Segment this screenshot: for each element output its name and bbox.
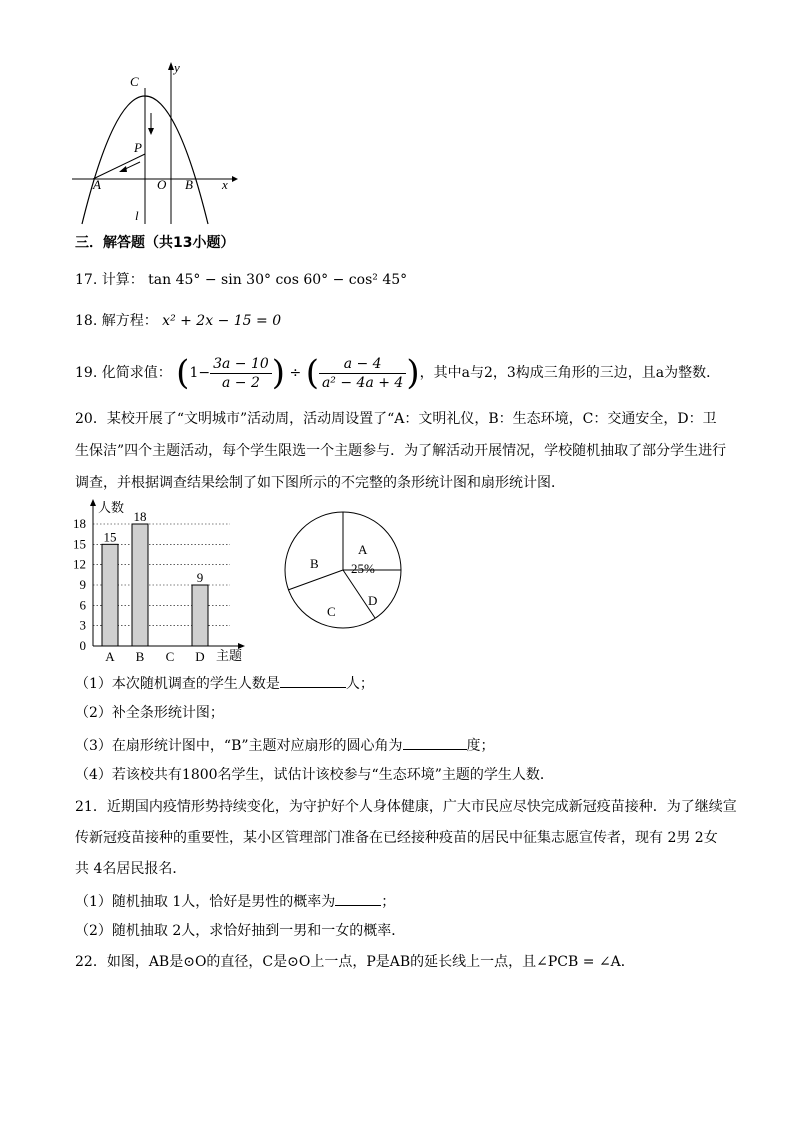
q20-sub3-unit: 度；	[466, 738, 495, 754]
q20-line-3: 调查，并根据调查结果绘制了如下图所示的不完整的条形统计图和扇形统计图．	[75, 475, 565, 491]
category-label-A: A	[105, 649, 115, 664]
q19-frac1-numerator: 3a − 10	[210, 355, 272, 374]
label-y: y	[174, 60, 180, 75]
q21-sub1-text: （1）随机抽取 1人，恰好是男性的概率为	[75, 894, 336, 910]
q20-sub-3	[75, 735, 495, 755]
q20-sub1-answer-blank[interactable]	[280, 673, 346, 688]
q18-expression: x² + 2x − 15 = 0	[162, 313, 282, 329]
category-label-B: B	[135, 649, 145, 664]
parabola-figure	[60, 58, 240, 228]
q17-number: 17.	[75, 272, 98, 288]
q19-paren-close-1: )	[271, 353, 286, 393]
q21-sub1-answer-blank[interactable]	[335, 891, 381, 906]
pie-label-c: C	[327, 604, 336, 619]
q20-line-2: 生保洁”四个主题活动，每个学生限选一个主题参与．为了解活动开展情况，学校随机抽取了部分学生进行	[75, 443, 727, 459]
category-label-D: D	[195, 649, 205, 664]
q20-sub3-answer-blank[interactable]	[403, 735, 467, 750]
q19-one-minus: 1−	[189, 365, 211, 381]
slope-arrow-head	[119, 166, 127, 172]
y-tick-label: 6	[79, 597, 86, 613]
label-l: l	[135, 208, 139, 223]
section-title: 三．解答题（共13小题）	[75, 235, 235, 251]
q19-paren-open-2: (	[305, 353, 319, 393]
label-x: x	[222, 177, 228, 192]
data-label-D: 9	[196, 570, 204, 585]
data-label-B: 18	[133, 509, 147, 524]
q20-sub-4: （4）若该校共有1800名学生，试估计该校参与“生态环境”主题的学生人数．	[75, 767, 554, 783]
data-label-A: 15	[103, 529, 117, 545]
bar-chart	[62, 496, 262, 668]
q17-expression: tan 45° − sin 30° cos 60° − cos² 45°	[148, 272, 408, 288]
bar-D	[192, 585, 208, 646]
pie-chart	[280, 504, 410, 644]
q18-number: 18.	[75, 313, 98, 329]
q20-sub1-unit: 人；	[345, 676, 374, 692]
q17-prefix: 计算：	[101, 272, 144, 288]
label-a: A	[93, 177, 101, 192]
q20-sub-2: （2）补全条形统计图；	[75, 705, 224, 721]
q19-fraction-2	[319, 355, 406, 392]
q19-paren-open-1: (	[176, 353, 190, 393]
q19-suffix: ，其中a与2，3构成三角形的三边，且a为整数．	[419, 365, 721, 381]
bar-A	[102, 544, 118, 646]
y-tick-label: 3	[79, 617, 86, 633]
q20-line-1: 20．某校开展了“文明城市”活动周，活动周设置了“A：文明礼仪，B：生态环境，C：交通安全，D：卫	[75, 411, 717, 427]
x-axis-arrow	[232, 176, 238, 182]
label-b: B	[185, 177, 193, 192]
q20-sub-1	[75, 673, 374, 693]
bar-chart-bars	[102, 524, 208, 646]
bar-chart-y-ticks	[73, 516, 87, 653]
bar-chart-y-axis-arrow	[90, 499, 96, 506]
q19-prefix: 化简求值：	[101, 365, 172, 381]
pie-label-d: D	[368, 593, 378, 608]
bar-B	[132, 524, 148, 646]
label-o: O	[157, 177, 167, 192]
q19-frac1-denominator: a − 2	[221, 374, 260, 391]
bar-chart-y-label: 人数	[98, 500, 125, 515]
q21-sub1-end: ；	[381, 894, 396, 910]
q20-sub1-text: （1）本次随机调查的学生人数是	[75, 676, 280, 692]
q18-prefix: 解方程：	[101, 313, 158, 329]
category-label-C: C	[165, 649, 175, 664]
q19-number: 19.	[75, 365, 98, 381]
y-tick-label: 0	[79, 638, 86, 653]
q22-line-1: 22．如图，AB是⊙O的直径，C是⊙O上一点，P是AB的延长线上一点，且∠PCB = ∠A．	[75, 954, 635, 970]
q20-sub3-text: （3）在扇形统计图中，“B”主题对应扇形的圆心角为	[75, 738, 403, 754]
question-18	[75, 312, 281, 330]
q21-sub-2: （2）随机抽取 2人，求恰好抽到一男和一女的概率．	[75, 923, 406, 939]
q21-line-3: 共 4名居民报名．	[75, 861, 187, 877]
bar-chart-categories	[105, 649, 204, 664]
question-17	[75, 271, 407, 289]
down-arrow-head	[148, 128, 154, 135]
pie-label-a: A	[358, 542, 368, 557]
q21-line-2: 传新冠疫苗接种的重要性，某小区管理部门准备在已经接种疫苗的居民中征集志愿宣传者，现有 2男 2女	[75, 830, 718, 846]
question-19	[75, 350, 720, 396]
pie-label-b: B	[310, 556, 319, 571]
label-c: C	[130, 74, 139, 89]
q19-divide: ÷	[289, 365, 302, 381]
q21-sub-1	[75, 891, 395, 911]
q21-line-1: 21．近期国内疫情形势持续变化，为守护好个人身体健康，广大市民应尽快完成新冠疫苗接种．为了继续宣	[75, 799, 737, 815]
y-tick-label: 15	[73, 536, 86, 552]
y-tick-label: 18	[73, 516, 86, 531]
y-tick-label: 9	[79, 577, 86, 592]
q19-fraction-1	[210, 355, 272, 392]
bar-chart-x-label: 主题	[216, 648, 243, 663]
q19-paren-close-2: )	[406, 353, 420, 393]
q19-frac2-numerator: a − 4	[319, 355, 406, 374]
q19-frac2-denominator: a² − 4a + 4	[321, 374, 404, 391]
pie-label-a-percent: 25%	[351, 561, 375, 576]
y-tick-label: 12	[73, 556, 86, 572]
label-p: P	[134, 140, 142, 155]
